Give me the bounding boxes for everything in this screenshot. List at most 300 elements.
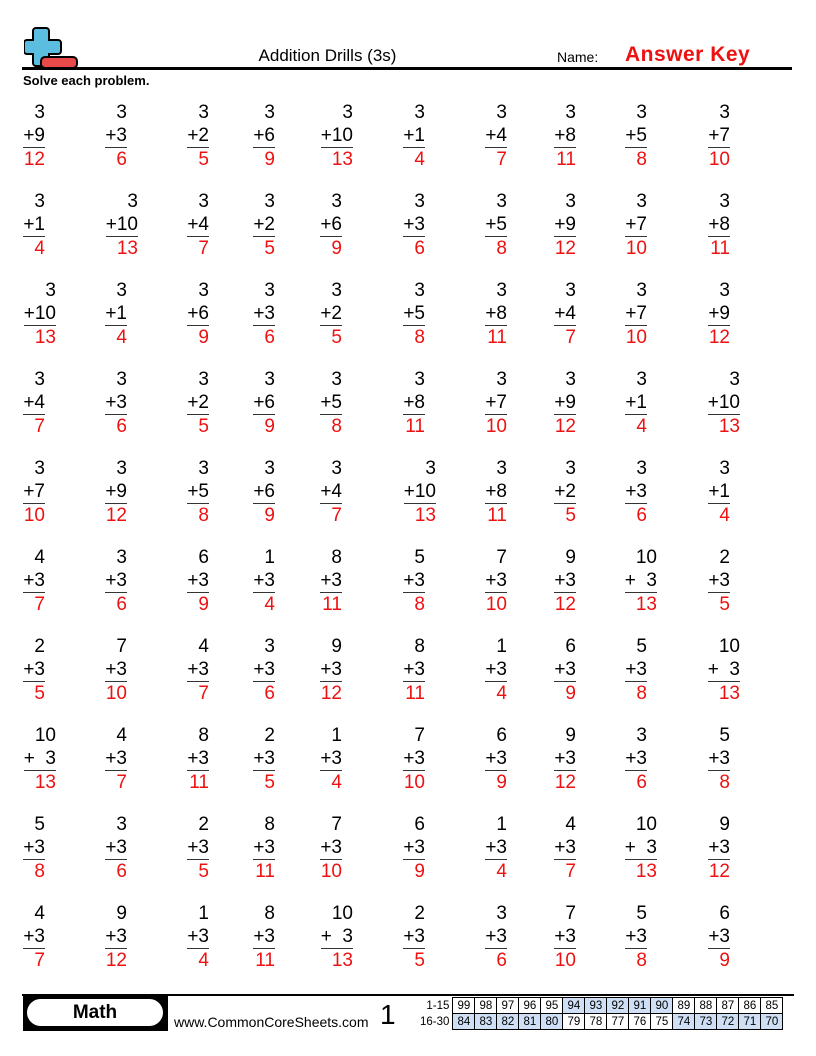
problem-addend: +2 [187,125,209,146]
problem-answer: 10 [403,772,425,793]
problem-answer: 12 [554,238,576,259]
problem [708,101,730,171]
score-cell: 86 [739,998,761,1014]
problem-addend: +5 [403,303,425,324]
problem [708,368,740,438]
problem-top-number: 4 [198,636,209,657]
problem-addend: +10 [105,214,138,235]
problem-top-number: 3 [127,191,138,212]
problem-top-number: 3 [636,458,647,479]
problem-top-number: 3 [565,280,576,301]
score-cell: 96 [519,998,541,1014]
problem-addend: +3 [105,125,127,146]
problem [485,368,507,438]
score-row [418,998,783,1014]
problem-top-number: 2 [34,636,45,657]
problem [708,635,740,705]
problem-addend: +5 [187,481,209,502]
problem-addend: +3 [625,748,647,769]
problem-answer: 5 [264,238,275,259]
problem-answer: 5 [264,772,275,793]
problem-addend: +3 [708,570,730,591]
problem-top-number: 4 [34,903,45,924]
problem-addend: +3 [403,659,425,680]
problem-answer: 7 [496,149,507,170]
problem [625,724,647,794]
problem-answer: 5 [565,505,576,526]
problem-addend: +3 [253,837,275,858]
problem-answer: 9 [719,950,730,971]
problem-top-number: 6 [719,903,730,924]
problem-answer: 6 [116,149,127,170]
problem [708,279,730,349]
problem-top-number: 3 [264,369,275,390]
problem-answer: 6 [496,950,507,971]
problem-answer: 9 [264,505,275,526]
problem-answer: 13 [34,772,56,793]
score-cell: 74 [673,1014,695,1030]
problem [485,635,507,705]
problem-top-number: 10 [635,547,657,568]
problem [625,546,657,616]
problem-addend: +3 [23,926,45,947]
problem [554,635,576,705]
problem-top-number: 3 [496,903,507,924]
problem-top-number: 3 [198,458,209,479]
problem-addend: +8 [485,481,507,502]
score-table [418,997,783,1030]
problem [708,457,730,527]
score-cell: 93 [585,998,607,1014]
problem [23,635,45,705]
problem-answer: 4 [414,149,425,170]
problem-top-number: 5 [34,814,45,835]
problem-top-number: 9 [565,547,576,568]
problem-answer: 8 [496,238,507,259]
problem-addend: +3 [320,748,342,769]
problem [253,101,275,171]
problem-top-number: 6 [414,814,425,835]
problem [105,279,127,349]
problem-top-number: 5 [414,547,425,568]
problem [253,457,275,527]
problem-answer: 11 [556,149,576,170]
problem [253,190,275,260]
problem-addend: +3 [23,837,45,858]
problem-answer: 4 [636,416,647,437]
problem-top-number: 3 [636,280,647,301]
problem-addend: +4 [554,303,576,324]
problem-answer: 9 [414,861,425,882]
problem [320,813,342,883]
problem-top-number: 7 [496,547,507,568]
problem-addend: +3 [23,659,45,680]
score-cell: 98 [475,998,497,1014]
problem-answer: 13 [718,683,740,704]
problem-addend: +3 [187,926,209,947]
problem-top-number: 3 [636,191,647,212]
problem-answer: 7 [198,683,209,704]
problem-top-number: 3 [719,102,730,123]
instructions: Solve each problem. [23,73,150,88]
problem-top-number: 3 [264,102,275,123]
problem-top-number: 6 [198,547,209,568]
problem-top-number: 3 [496,369,507,390]
problem-answer: 6 [116,416,127,437]
problem-answer: 5 [198,416,209,437]
problem-answer: 12 [708,327,730,348]
problem [403,724,425,794]
problem-answer: 11 [710,238,730,259]
problem-answer: 6 [636,505,647,526]
problem-answer: 12 [105,505,127,526]
problem-addend: +8 [708,214,730,235]
problem-top-number: 1 [496,814,507,835]
problem-top-number: 1 [198,903,209,924]
problem [253,724,275,794]
problem-addend: + 3 [624,837,657,858]
problem [403,101,425,171]
score-cell: 94 [563,998,585,1014]
problem [253,546,275,616]
problem [708,190,730,260]
problem [105,635,127,705]
problem-answer: 13 [635,594,657,615]
problem-top-number: 3 [331,458,342,479]
name-label: Name: [557,49,599,65]
problem-addend: +3 [105,748,127,769]
problem-addend: + 3 [320,926,353,947]
problem-top-number: 3 [496,280,507,301]
problem-top-number: 3 [719,191,730,212]
problem [187,724,209,794]
problem [187,368,209,438]
score-cell: 81 [519,1014,541,1030]
problem-top-number: 3 [425,458,436,479]
problem [485,190,507,260]
problem-answer: 12 [23,149,45,170]
problem-addend: +4 [23,392,45,413]
problem [554,190,576,260]
problem-answer: 7 [34,416,45,437]
problem [708,902,730,972]
problem-top-number: 9 [565,725,576,746]
problem-answer: 13 [718,416,740,437]
problem-top-number: 3 [34,458,45,479]
problem-top-number: 8 [198,725,209,746]
problem-answer: 13 [331,149,353,170]
problem-addend: + 3 [624,570,657,591]
problem-answer: 8 [414,594,425,615]
problem [554,279,576,349]
problem [485,546,507,616]
problem [403,546,425,616]
problem-answer: 9 [264,149,275,170]
problem-answer: 8 [719,772,730,793]
problem [23,546,45,616]
problem-answer: 13 [116,238,138,259]
problem-top-number: 7 [414,725,425,746]
problem-answer: 13 [34,327,56,348]
score-cell: 83 [475,1014,497,1030]
problem-top-number: 10 [635,814,657,835]
problem-answer: 7 [331,505,342,526]
problem [23,457,45,527]
problem-top-number: 8 [331,547,342,568]
problem-addend: +3 [708,926,730,947]
score-cell: 77 [607,1014,629,1030]
problem-top-number: 3 [264,458,275,479]
problem-top-number: 3 [116,369,127,390]
score-cell: 87 [717,998,739,1014]
problem-answer: 4 [496,861,507,882]
score-cell: 72 [717,1014,739,1030]
problem-addend: +6 [320,214,342,235]
problem [708,724,730,794]
score-cell: 73 [695,1014,717,1030]
problem-addend: +3 [485,837,507,858]
problem [554,457,576,527]
problem [554,902,576,972]
problem-addend: +3 [554,570,576,591]
problem-answer: 6 [116,594,127,615]
problem-answer: 5 [198,149,209,170]
problem-answer: 13 [414,505,436,526]
problem [485,813,507,883]
problem-addend: +3 [320,837,342,858]
problem-top-number: 3 [116,280,127,301]
problem [320,279,342,349]
score-cell: 88 [695,998,717,1014]
problem [554,813,576,883]
subject-label: Math [27,999,163,1026]
problem-addend: +4 [320,481,342,502]
problem-addend: +3 [554,659,576,680]
problem [625,279,647,349]
problem-addend: +1 [708,481,730,502]
score-cell: 99 [453,998,475,1014]
problem-addend: +3 [253,926,275,947]
problem [554,546,576,616]
problem-top-number: 3 [331,191,342,212]
problem [187,101,209,171]
problem [554,724,576,794]
problem [320,546,342,616]
problem-top-number: 3 [198,280,209,301]
problem-top-number: 1 [331,725,342,746]
score-cell: 85 [761,998,783,1014]
problem [187,813,209,883]
problem-answer: 8 [636,683,647,704]
score-cell: 71 [739,1014,761,1030]
problem [105,902,127,972]
problem-top-number: 5 [636,903,647,924]
problem-addend: +6 [253,392,275,413]
problem [253,813,275,883]
problem-addend: +3 [485,926,507,947]
problem-answer: 10 [554,950,576,971]
problem-top-number: 4 [116,725,127,746]
problem [24,279,56,349]
problem-answer: 6 [264,683,275,704]
problem-addend: +8 [403,392,425,413]
problem-top-number: 3 [331,280,342,301]
problem [187,546,209,616]
problem [23,190,45,260]
problem-addend: +1 [625,392,647,413]
problem-addend: +10 [707,392,740,413]
problem-answer: 4 [116,327,127,348]
problem-answer: 11 [405,683,425,704]
problem-addend: +3 [554,837,576,858]
problem [187,279,209,349]
problem-top-number: 10 [331,903,353,924]
problem [625,635,647,705]
problem-addend: +3 [708,748,730,769]
problem-top-number: 3 [565,458,576,479]
problem-top-number: 7 [116,636,127,657]
problem [708,546,730,616]
problem-addend: +3 [105,659,127,680]
problem-top-number: 3 [719,280,730,301]
problem-top-number: 3 [45,280,56,301]
problem-addend: +5 [625,125,647,146]
problem-addend: +3 [403,748,425,769]
problem [403,190,425,260]
problem-top-number: 3 [719,458,730,479]
problem-addend: +3 [403,214,425,235]
problem [554,368,576,438]
page-number: 1 [380,999,396,1030]
problem-answer: 11 [487,505,507,526]
problem-answer: 12 [554,416,576,437]
problem-answer: 11 [255,950,275,971]
problem-addend: +2 [554,481,576,502]
problem [105,724,127,794]
problem [187,902,209,972]
problem-addend: +3 [187,837,209,858]
problem-answer: 11 [189,772,209,793]
problem-answer: 7 [116,772,127,793]
problem [625,101,647,171]
problem-answer: 10 [23,505,45,526]
problem-answer: 9 [198,594,209,615]
problem-answer: 11 [322,594,342,615]
problem-addend: +2 [187,392,209,413]
problem-answer: 12 [554,594,576,615]
problem-addend: +8 [554,125,576,146]
problem [485,724,507,794]
problem-answer: 11 [487,327,507,348]
problem-addend: +3 [253,659,275,680]
header-divider [22,67,792,70]
problem [23,101,45,171]
problem-answer: 13 [635,861,657,882]
problem [485,101,507,171]
problem-addend: +3 [105,570,127,591]
problem-answer: 8 [198,505,209,526]
problem [403,368,425,438]
problem-answer: 8 [636,149,647,170]
problem-answer: 8 [414,327,425,348]
problem-answer: 5 [34,683,45,704]
problem-addend: +3 [708,837,730,858]
problem-top-number: 9 [331,636,342,657]
problem-addend: +2 [253,214,275,235]
problem-addend: +3 [320,659,342,680]
problem-top-number: 4 [34,547,45,568]
problem-addend: +3 [253,748,275,769]
problem-top-number: 1 [264,547,275,568]
problem-top-number: 2 [414,903,425,924]
problem-answer: 9 [264,416,275,437]
problem [253,635,275,705]
problem-addend: +3 [320,570,342,591]
problem-addend: +6 [187,303,209,324]
problem-top-number: 3 [116,547,127,568]
problem-addend: +3 [403,570,425,591]
problem-addend: +5 [320,392,342,413]
problem-answer: 6 [414,238,425,259]
problem-top-number: 2 [264,725,275,746]
problem [403,635,425,705]
problem-top-number: 7 [565,903,576,924]
problem-top-number: 3 [414,102,425,123]
problem [105,457,127,527]
problem-addend: +6 [253,125,275,146]
problem-addend: +9 [554,214,576,235]
score-cell: 75 [651,1014,673,1030]
score-cell: 80 [541,1014,563,1030]
problem-addend: +3 [485,748,507,769]
score-row [418,1014,783,1030]
problem-top-number: 8 [414,636,425,657]
problem-top-number: 10 [718,636,740,657]
problem [320,457,342,527]
problem-answer: 12 [320,683,342,704]
problem-top-number: 3 [729,369,740,390]
problem-addend: +3 [625,659,647,680]
problem-answer: 7 [565,327,576,348]
problem-answer: 4 [34,238,45,259]
problem [321,101,353,171]
problem-top-number: 3 [565,191,576,212]
problem-answer: 10 [708,149,730,170]
problem-answer: 12 [708,861,730,882]
answer-key-label: Answer Key [625,43,751,66]
problem-answer: 10 [105,683,127,704]
problem-top-number: 3 [34,369,45,390]
problem-answer: 10 [485,594,507,615]
problem-answer: 5 [331,327,342,348]
problem-top-number: 3 [565,102,576,123]
problem-addend: +4 [485,125,507,146]
problem-answer: 9 [331,238,342,259]
problem [625,190,647,260]
problem-addend: +3 [554,748,576,769]
problem [485,279,507,349]
problem-answer: 12 [105,950,127,971]
problem [485,457,507,527]
problem-top-number: 3 [116,458,127,479]
problem-answer: 6 [116,861,127,882]
problem-top-number: 3 [565,369,576,390]
site-url[interactable]: www.CommonCoreSheets.com [174,1014,369,1030]
problem-answer: 4 [198,950,209,971]
problem-top-number: 10 [34,725,56,746]
problem-addend: +9 [23,125,45,146]
problem-addend: + 3 [707,659,740,680]
